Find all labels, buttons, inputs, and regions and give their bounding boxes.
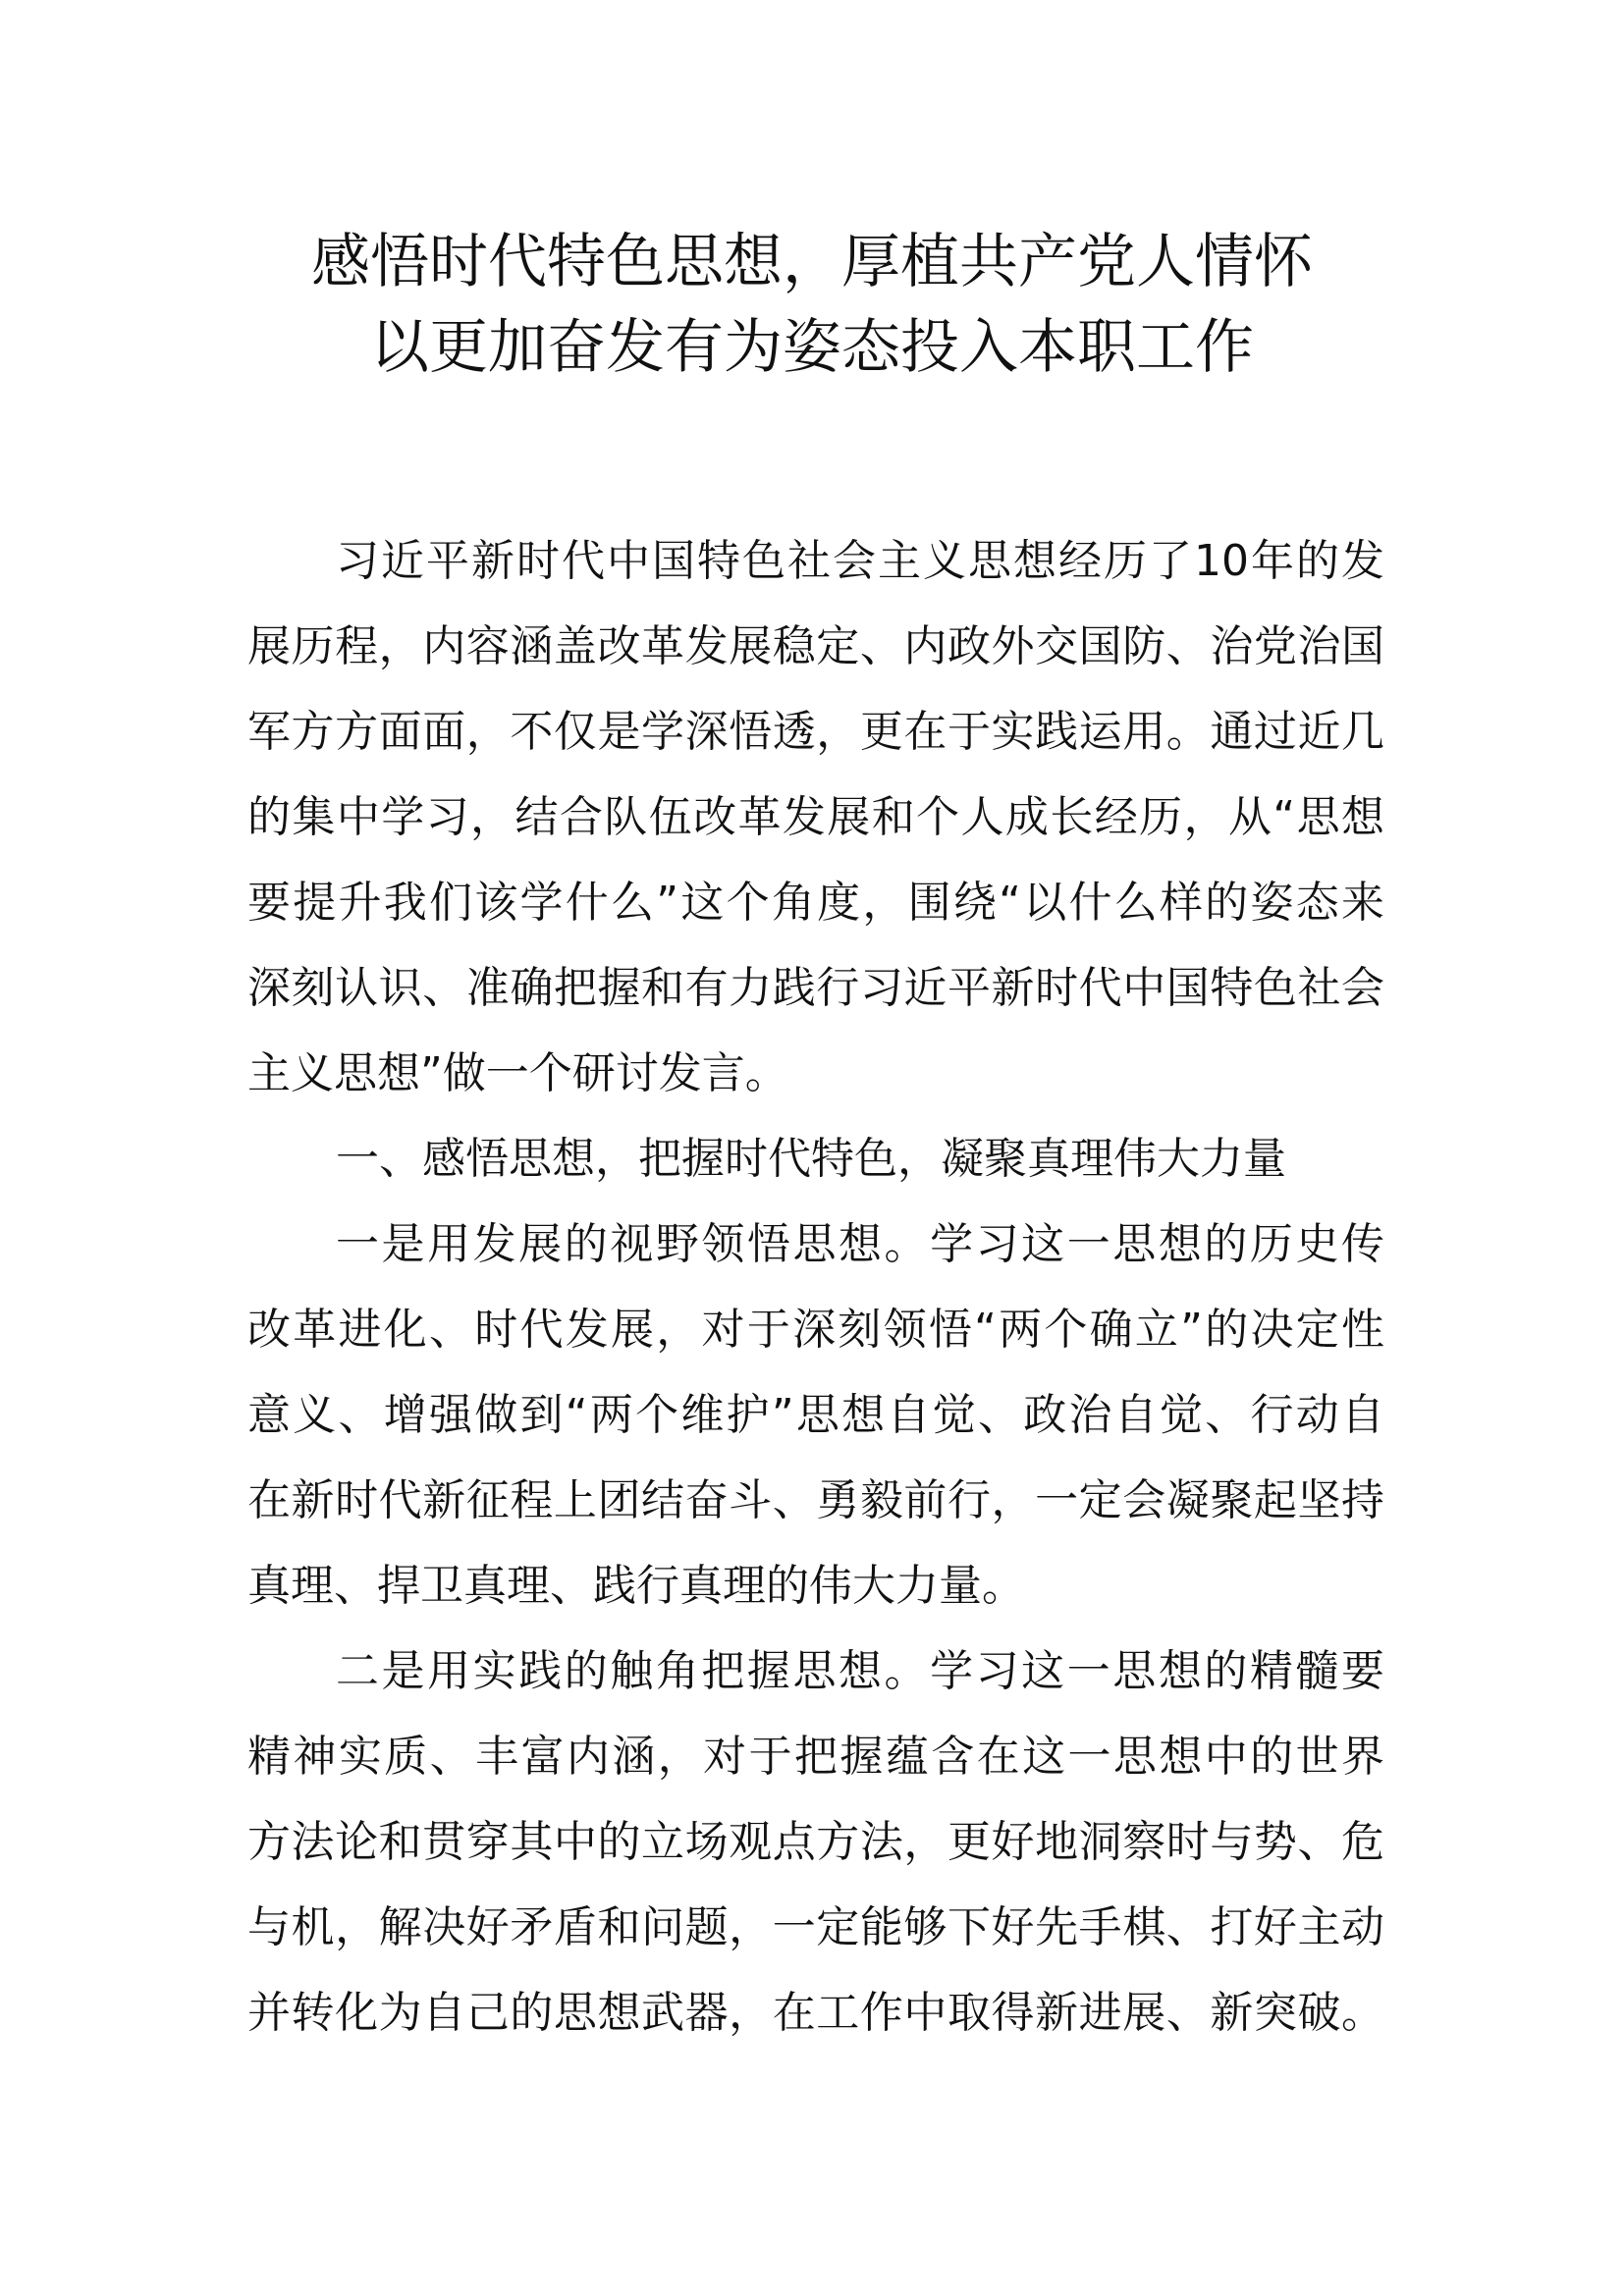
text-line: 并转化为自己的思想武器，在工作中取得新进展、新突破。 xyxy=(247,1988,1384,2038)
text-line: 改革进化、时代发展，对于深刻领悟“两个确立”的决定性 xyxy=(247,1305,1384,1355)
paragraph-intro xyxy=(247,518,1384,1116)
text-line: 的集中学习，结合队伍改革发展和个人成长经历，从“思想 xyxy=(247,792,1384,842)
paragraph-point-1 xyxy=(247,1201,1384,1629)
text-line: 一是用发展的视野领悟思想。学习这一思想的历史传 xyxy=(336,1219,1384,1269)
title-line-2: 以更加奋发有为姿态投入本职工作 xyxy=(370,313,1254,382)
paragraph-point-2 xyxy=(247,1629,1384,2056)
heading-line: 一、感悟思想，把握时代特色，凝聚真理伟大力量 xyxy=(336,1134,1286,1184)
text-line: 深刻认识、准确把握和有力践行习近平新时代中国特色社会 xyxy=(247,963,1384,1013)
text-line: 与机，解决好矛盾和问题，一定能够下好先手棋、打好主动 xyxy=(247,1902,1384,1952)
document-body xyxy=(247,518,1384,2056)
section-heading xyxy=(247,1116,1384,1201)
text-line: 方法论和贯穿其中的立场观点方法，更好地洞察时与势、危 xyxy=(247,1817,1384,1867)
text-line: 精神实质、丰富内涵，对于把握蕴含在这一思想中的世界 xyxy=(247,1732,1384,1782)
text-line: 真理、捍卫真理、践行真理的伟大力量。 xyxy=(247,1561,1025,1611)
text-line: 意义、增强做到“两个维护”思想自觉、政治自觉、行动自 xyxy=(247,1390,1384,1440)
text-line: 展历程，内容涵盖改革发展稳定、内政外交国防、治党治国 xyxy=(247,621,1384,671)
text-line: 主义思想”做一个研讨发言。 xyxy=(247,1048,788,1098)
title-line-1: 感悟时代特色思想，厚植共产党人情怀 xyxy=(311,228,1313,296)
document-title xyxy=(0,220,1624,391)
text-line: 要提升我们该学什么”这个角度，围绕“以什么样的姿态来 xyxy=(247,878,1384,928)
text-line: 二是用实践的触角把握思想。学习这一思想的精髓要 xyxy=(336,1646,1384,1696)
text-line: 军方方面面，不仅是学深悟透，更在于实践运用。通过近几 xyxy=(247,707,1384,757)
text-line: 在新时代新征程上团结奋斗、勇毅前行，一定会凝聚起坚持 xyxy=(247,1475,1384,1525)
text-line: 习近平新时代中国特色社会主义思想经历了10年的发 xyxy=(336,536,1384,586)
